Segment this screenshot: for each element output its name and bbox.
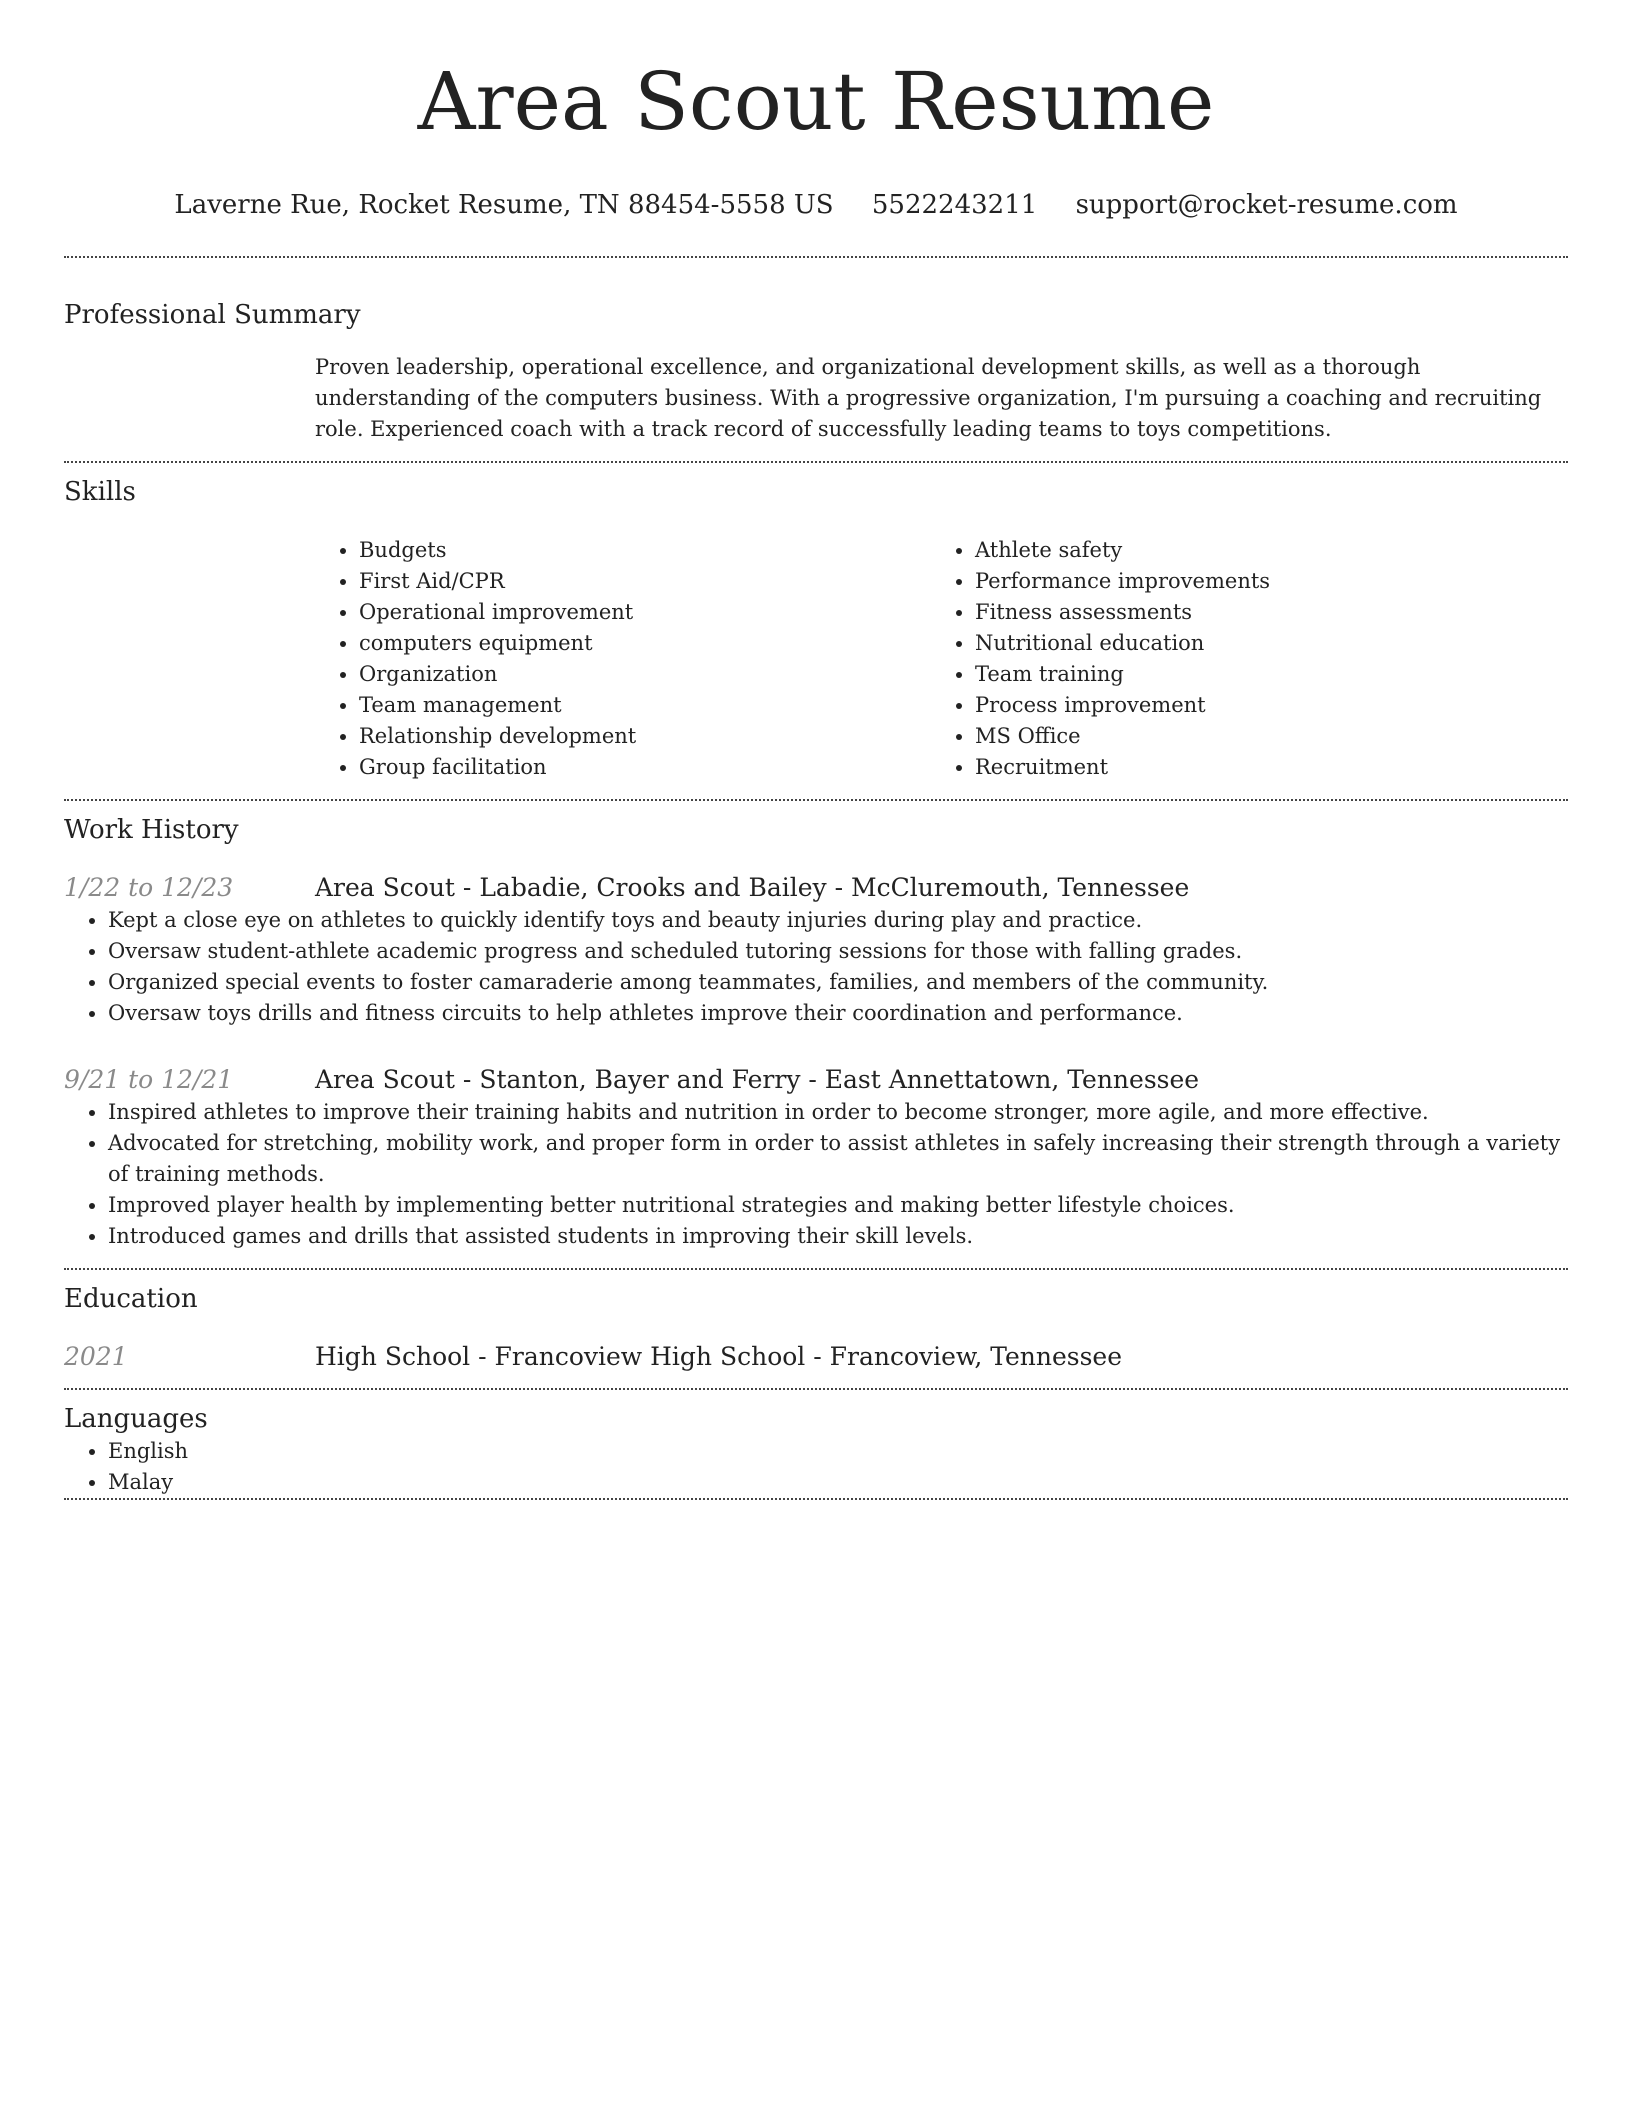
education-section (64, 1282, 1568, 1388)
job-bullet: • Advocated for stretching, mobility work, and proper form in order to assist athletes in safely increasing their strength through a variety of training methods. (108, 1128, 1568, 1190)
skills-section (64, 475, 1568, 799)
divider (64, 461, 1568, 463)
job-heading: Area Scout - Labadie, Crooks and Bailey - McCluremouth, Tennessee (315, 873, 1190, 902)
job-entry (64, 871, 1568, 905)
skill-item: • Relationship development (359, 721, 931, 752)
summary-section (64, 298, 1568, 461)
job-bullets (64, 1097, 1568, 1268)
job-dates: 1/22 to 12/23 (64, 873, 234, 902)
job-bullet: • Organized special events to foster camaraderie among teammates, families, and members of the community. (108, 967, 1568, 998)
skill-item: • Process improvement (975, 690, 1568, 721)
divider (64, 1498, 1568, 1500)
divider (64, 256, 1568, 258)
skill-item: • Budgets (359, 535, 931, 566)
skill-item: • MS Office (975, 721, 1568, 752)
job-bullet: • Oversaw student-athlete academic progress and scheduled tutoring sessions for those with falling grades. (108, 936, 1568, 967)
divider (64, 799, 1568, 801)
work-section (64, 813, 1568, 1268)
job-bullets (64, 905, 1568, 1029)
skill-item: • Performance improvements (975, 566, 1568, 597)
section-title-summary: Professional Summary (64, 300, 361, 330)
job-bullet: • Introduced games and drills that assisted students in improving their skill levels. (108, 1221, 1568, 1252)
job-heading: Area Scout - Stanton, Bayer and Ferry - East Annettatown, Tennessee (315, 1065, 1200, 1094)
languages-list (64, 1436, 1568, 1498)
skills-list-right (931, 535, 1568, 783)
language-item: • Malay (108, 1467, 1568, 1498)
job-bullet: • Oversaw toys drills and fitness circuits to help athletes improve their coordination and performance. (108, 998, 1568, 1029)
skill-item: • Team training (975, 659, 1568, 690)
skill-item: • Group facilitation (359, 752, 931, 783)
section-title-education: Education (64, 1284, 198, 1314)
skills-list-left (315, 535, 931, 783)
education-year: 2021 (64, 1342, 128, 1371)
contact-line (64, 188, 1568, 222)
section-title-work: Work History (64, 815, 239, 845)
section-title-languages: Languages (64, 1404, 208, 1434)
skill-item: • Athlete safety (975, 535, 1568, 566)
resume-title: Area Scout Resume (417, 55, 1215, 148)
skill-item: • Nutritional education (975, 628, 1568, 659)
job-bullet: • Kept a close eye on athletes to quickly identify toys and beauty injuries during play and practice. (108, 905, 1568, 936)
education-heading: High School - Francoview High School - Francoview, Tennessee (315, 1342, 1123, 1371)
skill-item: • Team management (359, 690, 931, 721)
education-entry (64, 1340, 1568, 1388)
job-dates: 9/21 to 12/21 (64, 1065, 234, 1094)
skill-item: • Recruitment (975, 752, 1568, 783)
job-bullet: • Improved player health by implementing better nutritional strategies and making better lifestyle choices. (108, 1190, 1568, 1221)
divider (64, 1388, 1568, 1390)
skill-item: • First Aid/CPR (359, 566, 931, 597)
job-bullet: • Inspired athletes to improve their training habits and nutrition in order to become stronger, more agile, and more effective. (108, 1097, 1568, 1128)
divider (64, 1268, 1568, 1270)
skill-item: • Operational improvement (359, 597, 931, 628)
summary-text: Proven leadership, operational excellence, and organizational development skills, as well as a thorough understanding of the computers business. With a progressive organization, I'm pursuing a coaching and recruiting role. Experienced coach with a track record of successfully leading teams to toys competitions. (315, 355, 1542, 441)
skill-item: • computers equipment (359, 628, 931, 659)
languages-section (64, 1402, 1568, 1498)
skill-item: • Fitness assessments (975, 597, 1568, 628)
language-item: • English (108, 1436, 1568, 1467)
contact-phone: 5522243211 (871, 190, 1038, 220)
contact-email: support@rocket-resume.com (1075, 190, 1458, 220)
job-entry (64, 1063, 1568, 1097)
skill-item: • Organization (359, 659, 931, 690)
section-title-skills: Skills (64, 477, 136, 507)
skills-grid (315, 535, 1568, 799)
contact-address: Laverne Rue, Rocket Resume, TN 88454-5558 US (174, 190, 834, 220)
